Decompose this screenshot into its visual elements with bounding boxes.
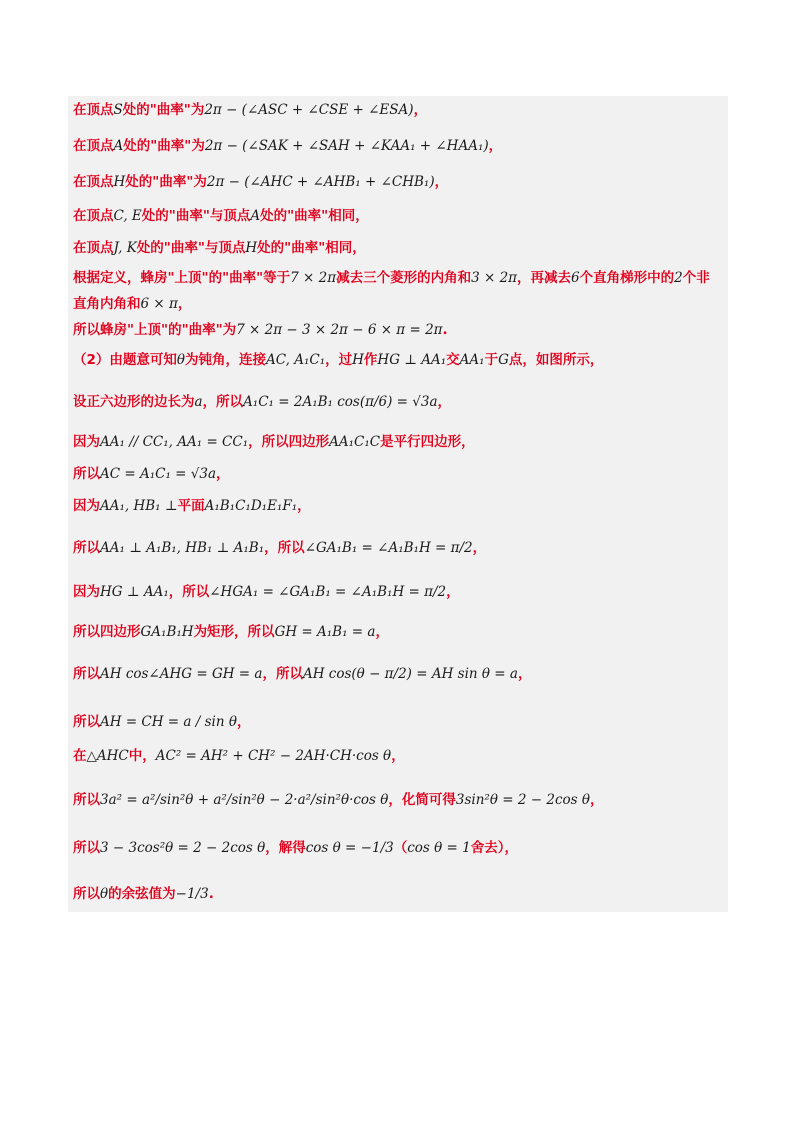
chinese-text: 在顶点 [73,208,114,224]
math-expression: cos θ = 1 [407,840,471,856]
chinese-text: 处的"曲率"为 [122,102,205,118]
chinese-text: ，所以四边形 [248,434,330,450]
chinese-text: . [442,322,448,338]
chinese-text: 所以四边形 [73,624,141,640]
solution-line-9 [73,350,603,370]
math-expression: AA₁ ⊥ A₁B₁, HB₁ ⊥ A₁B₁ [100,540,265,556]
math-expression: S [113,102,123,118]
math-expression: ∠GA₁B₁ = ∠A₁B₁H = π/2 [304,540,473,556]
chinese-text: ，所以 [264,540,305,556]
math-expression: −1/3 [175,886,209,902]
math-expression: GA₁B₁H [140,624,194,640]
chinese-text: ， [375,624,389,640]
chinese-text: ， [488,138,503,154]
chinese-text: （ [393,840,408,856]
solution-line-11 [73,432,475,452]
chinese-text: 设正六边形的边长为 [73,394,195,410]
math-expression: AH cos∠AHG = GH = a [100,666,263,682]
solution-line-20 [73,790,603,810]
math-expression: 2 [674,270,683,286]
math-expression: AC = A₁C₁ = √3a [100,466,217,482]
math-expression: H [113,174,126,190]
math-expression: 7 × 2π − 3 × 2π − 6 × π = 2π [236,322,443,338]
chinese-text: （2）由题意可知 [73,352,177,368]
math-expression: A₁B₁C₁D₁E₁F₁ [204,498,298,514]
math-expression: 2π − (∠AHC + ∠AHB₁ + ∠CHB₁) [206,174,435,190]
math-expression: H [352,352,364,368]
chinese-text: 舍去）， [470,840,518,856]
chinese-text: 所以 [73,714,100,730]
chinese-text: 根据定义，蜂房"上顶"的"曲率"等于 [73,270,291,286]
math-expression: G [498,352,509,368]
chinese-text: 处的"曲率"与顶点 [141,208,251,224]
chinese-text: 所以 [73,792,100,808]
math-expression: AA₁C₁C [329,434,381,450]
math-expression: AC² = AH² + CH² − 2AH·CH·cos θ [155,748,392,764]
chinese-text: ， [589,792,604,808]
chinese-text: ，所以 [202,394,244,410]
math-expression: GH = A₁B₁ = a [274,624,376,640]
math-expression: A [250,208,261,224]
math-expression: 7 × 2π [290,270,337,286]
solution-line-16 [73,622,389,642]
math-expression: ∠HGA₁ = ∠GA₁B₁ = ∠A₁B₁H = π/2 [209,584,447,600]
solution-line-17 [73,664,531,684]
solution-line-3 [73,172,448,192]
chinese-text: ， [446,584,460,600]
chinese-text: 所以 [73,666,100,682]
chinese-text: ， [216,466,230,482]
solution-line-1 [73,100,427,120]
chinese-text: 所以 [73,840,100,856]
chinese-text: 在顶点 [73,174,114,190]
chinese-text: 个非 [682,270,710,286]
chinese-text: ， [437,394,452,410]
chinese-text: ， [413,102,428,118]
chinese-text: ，所以 [262,666,303,682]
solution-line-15 [73,582,460,602]
math-expression: C, E [113,208,142,224]
chinese-text: ， [391,748,405,764]
chinese-text: 在顶点 [73,240,114,256]
chinese-text: 于 [484,352,499,368]
math-expression: AA₁ // CC₁, AA₁ = CC₁ [100,434,249,450]
solution-line-4 [73,206,369,226]
chinese-text: 因为 [73,584,100,600]
chinese-text: 减去三个菱形的内角和 [336,270,472,286]
solution-line-10 [73,392,451,412]
math-expression: AH = CH = a / sin θ [100,714,237,730]
chinese-text: 点，如图所示， [508,352,604,368]
math-expression: A [113,138,124,154]
solution-line-14 [73,538,486,558]
math-expression: cos θ = −1/3 [305,840,394,856]
chinese-text: 为矩形，所以 [193,624,275,640]
chinese-text: ， [297,498,311,514]
math-expression: HG ⊥ AA₁ [377,352,447,368]
chinese-text: 中， [128,748,156,764]
solution-line-13 [73,496,311,516]
chinese-text: ， [434,174,449,190]
solution-line-7 [73,294,191,314]
solution-line-6 [73,268,710,288]
solution-line-12 [73,464,230,484]
solution-line-8 [73,320,448,340]
chinese-text: 所以 [73,886,100,902]
solution-line-22 [73,884,214,904]
math-expression: AC, A₁C₁ [266,352,326,368]
math-expression: AH cos(θ − π/2) = AH sin θ = a [302,666,518,682]
math-expression: 6 × π [140,296,178,312]
solution-line-19 [73,746,405,766]
chinese-text: 处的"曲率"为 [123,138,205,154]
chinese-text: 处的"曲率"为 [125,174,207,190]
chinese-text: 为钝角，连接 [185,352,267,368]
chinese-text: ，化简可得 [388,792,456,808]
chinese-text: 在顶点 [73,138,114,154]
chinese-text: ，再减去 [517,270,572,286]
chinese-text: ，过 [325,352,353,368]
math-expression: a [194,394,203,410]
math-expression: 3a² = a²/sin²θ + a²/sin²θ − 2·a²/sin²θ·cos θ [100,792,389,808]
chinese-text: 所以 [73,466,100,482]
solution-line-21 [73,838,518,858]
chinese-text: 因为 [73,434,100,450]
chinese-text: ，解得 [265,840,306,856]
math-expression: 2π − (∠SAK + ∠SAH + ∠KAA₁ + ∠HAA₁) [204,138,489,154]
math-expression: HG ⊥ AA₁ [100,584,169,600]
solution-line-5 [73,238,366,258]
chinese-text: 因为 [73,498,100,514]
chinese-text: 在顶点 [73,102,114,118]
chinese-text: 处的"曲率"相同， [260,208,369,224]
math-expression: 3 − 3cos²θ = 2 − 2cos θ [100,840,266,856]
math-expression: △AHC [86,748,129,764]
math-expression: θ [100,886,109,902]
chinese-text: 平面 [177,498,205,514]
solution-line-2 [73,136,502,156]
math-expression: A₁C₁ = 2A₁B₁ cos(π/6) = √3a [243,394,438,410]
chinese-text: ， [177,296,192,312]
chinese-text: 是平行四边形， [380,434,475,450]
chinese-text: 处的"曲率"相同， [257,240,366,256]
math-expression: AA₁ [459,352,485,368]
math-expression: AA₁, HB₁ ⊥ [100,498,178,514]
chinese-text: ， [472,540,487,556]
chinese-text: 直角内角和 [73,296,141,312]
chinese-text: 的余弦值为 [108,886,176,902]
chinese-text: 交 [446,352,460,368]
chinese-text: 处的"曲率"与顶点 [136,240,246,256]
chinese-text: 所以蜂房"上顶"的"曲率"为 [73,322,237,338]
chinese-text: . [208,886,214,902]
math-expression: θ [176,352,186,368]
math-expression: 2π − (∠ASC + ∠CSE + ∠ESA) [204,102,414,118]
chinese-text: ，所以 [168,584,210,600]
chinese-text: 个直角梯形中的 [579,270,675,286]
chinese-text: 作 [363,352,378,368]
chinese-text: ， [517,666,532,682]
chinese-text: 在 [73,748,87,764]
math-expression: J, K [113,240,137,256]
math-expression: H [245,240,258,256]
math-expression: 6 [571,270,580,286]
math-expression: 3 × 2π [471,270,518,286]
chinese-text: ， [236,714,251,730]
chinese-text: 所以 [73,540,100,556]
math-expression: 3sin²θ = 2 − 2cos θ [455,792,590,808]
solution-line-18 [73,712,250,732]
